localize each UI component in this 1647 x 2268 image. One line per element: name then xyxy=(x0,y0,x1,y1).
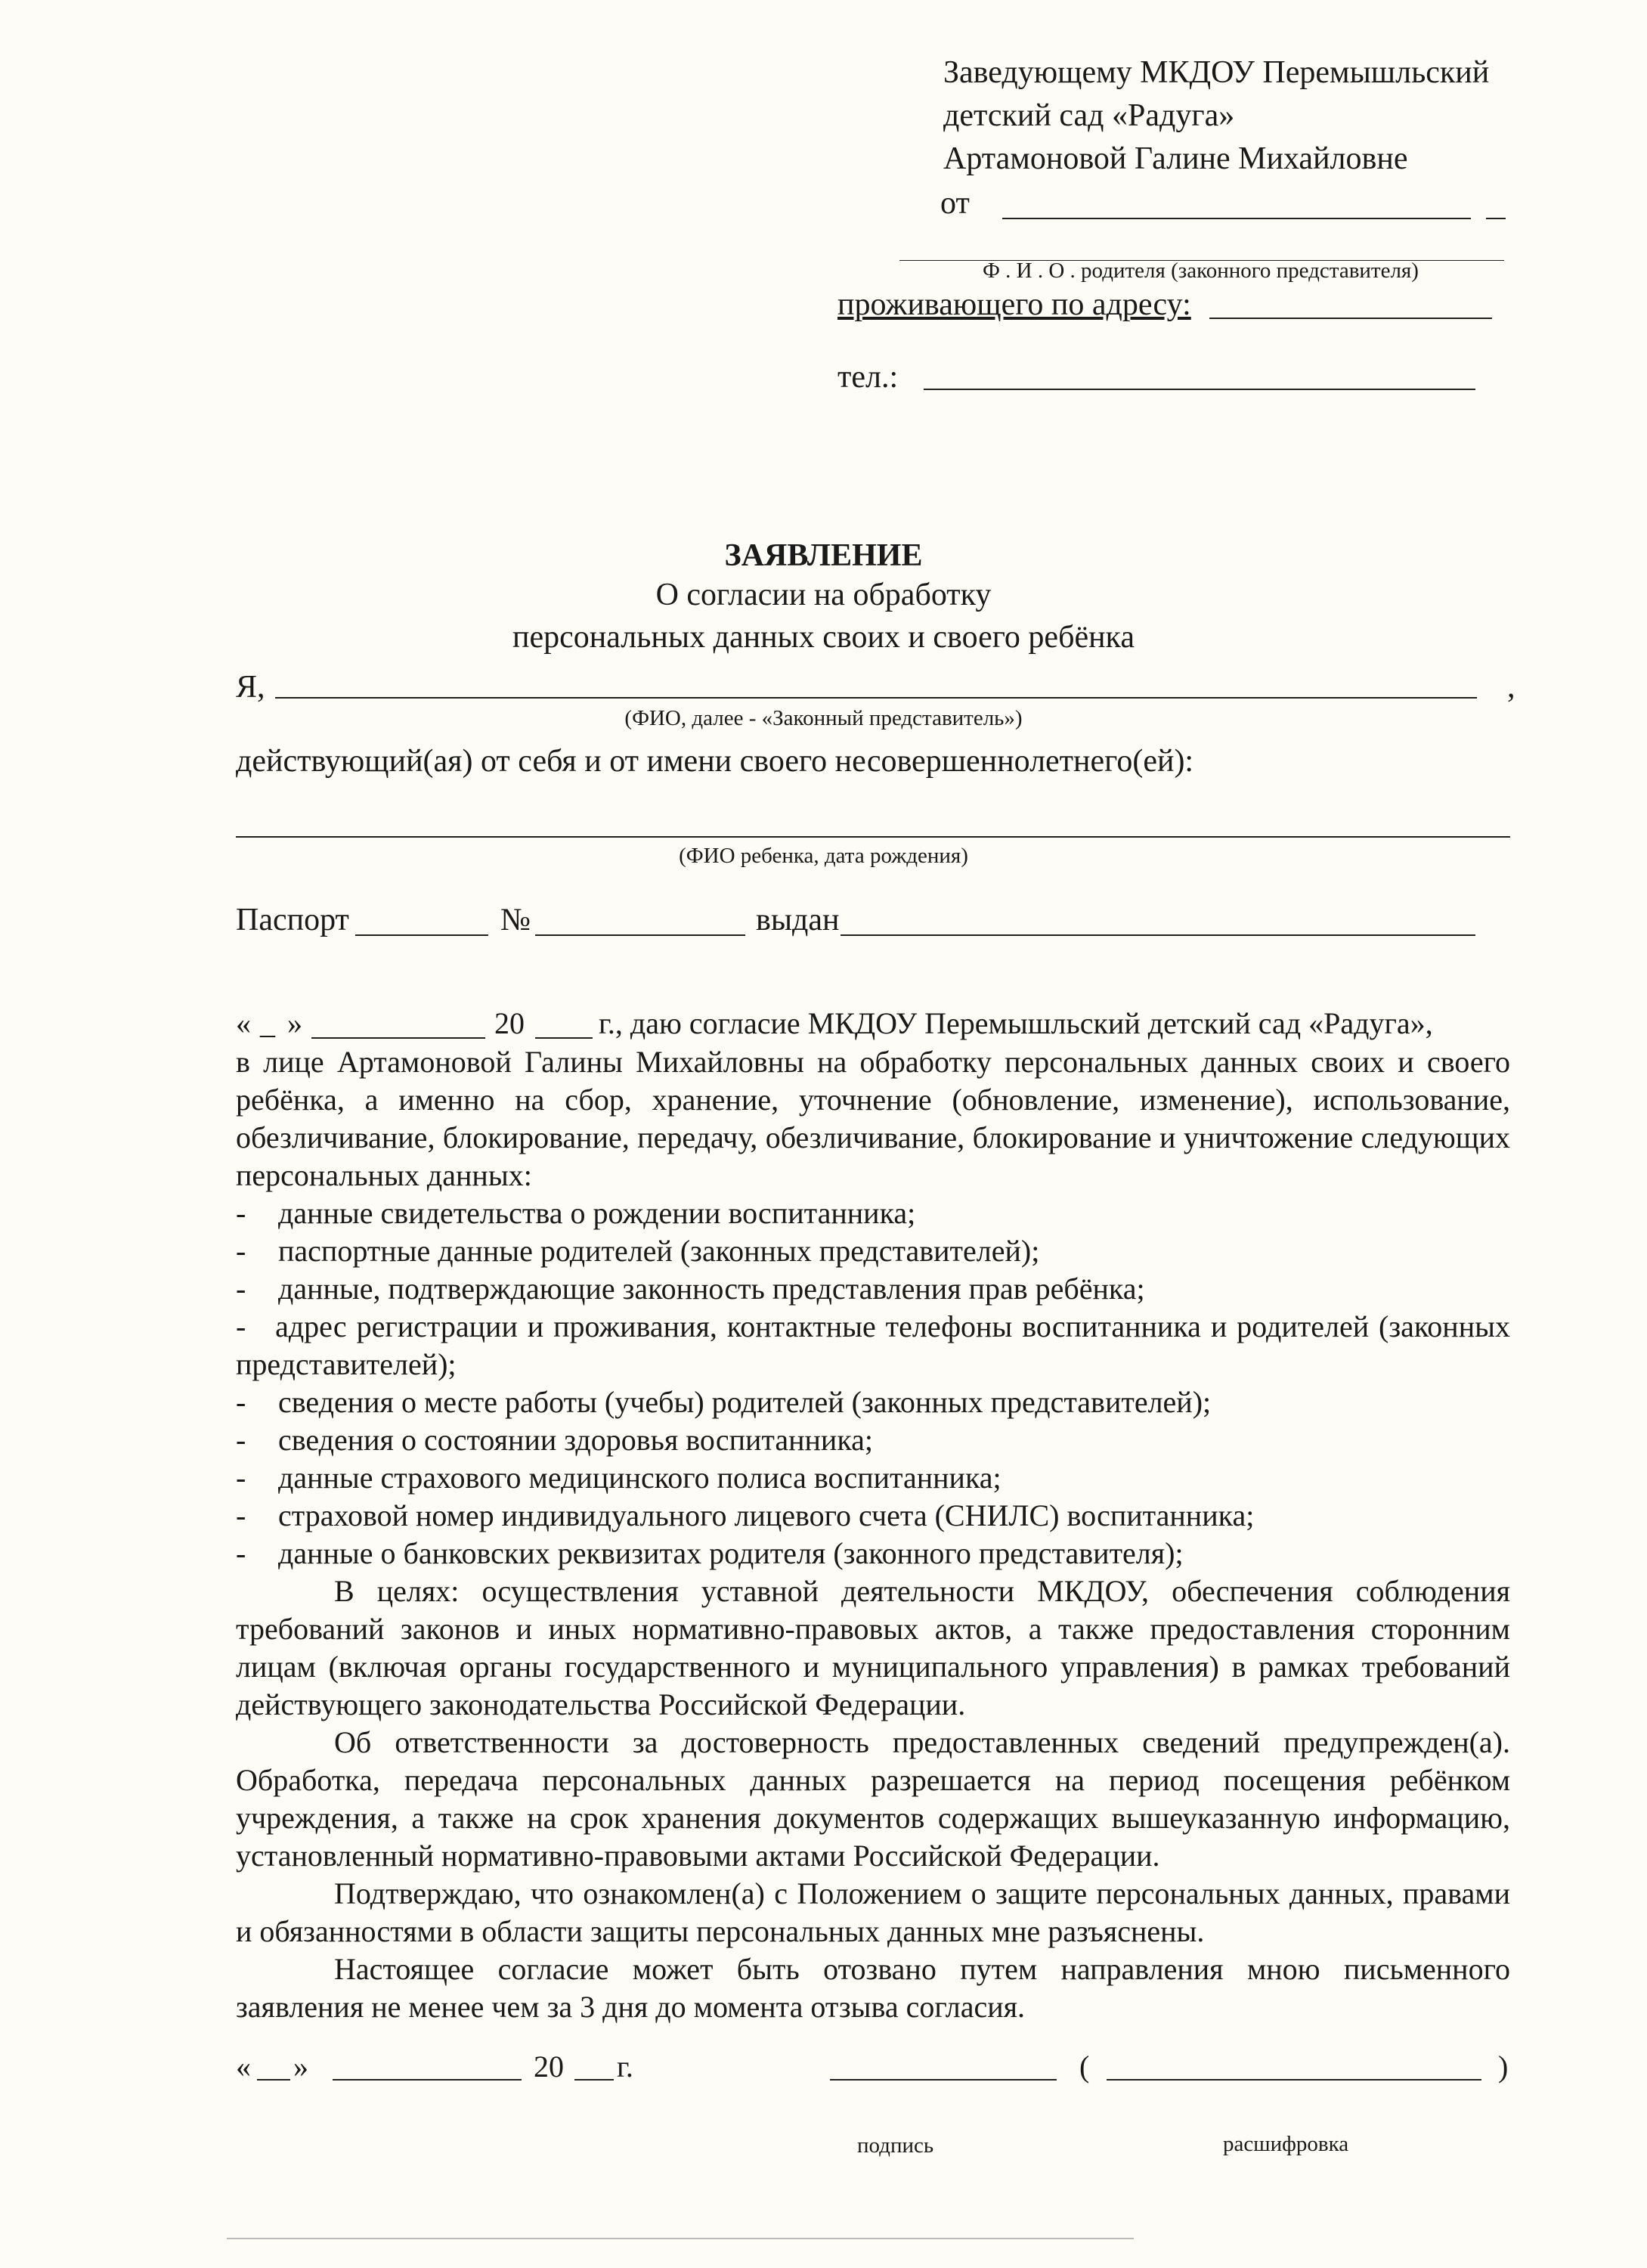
list-item xyxy=(236,1194,1510,1232)
consent-body xyxy=(236,1043,1510,2026)
i-label: Я, xyxy=(236,670,265,705)
passport-label: Паспорт xyxy=(236,903,349,937)
child-fio-caption: (ФИО ребенка, дата рождения) xyxy=(679,844,968,868)
list-item xyxy=(236,1383,1510,1421)
parent-fio-comma: , xyxy=(1507,670,1515,705)
from-fio-field-tail xyxy=(1486,218,1506,219)
decode-paren-close: ) xyxy=(1498,2050,1509,2084)
passport-series-field[interactable] xyxy=(355,934,488,936)
parent-fio-field[interactable] xyxy=(275,697,1477,699)
fio-caption: Ф . И . О . родителя (законного представителя) xyxy=(983,259,1419,283)
addressee-line-3: Артамоновой Галине Михайловне xyxy=(943,141,1408,176)
signature-decode-field[interactable] xyxy=(1107,2079,1481,2081)
list-item-text: сведения о состоянии здоровья воспитанника; xyxy=(278,1423,874,1457)
list-dash: - xyxy=(236,1309,246,1343)
list-item-long xyxy=(236,1308,1510,1383)
document-subtitle-2: персональных данных своих и своего ребёнка xyxy=(512,620,1135,655)
addressee-line-2: детский сад «Радуга» xyxy=(943,98,1235,133)
sign-date-open: « xyxy=(236,2050,251,2084)
decode-caption: расшифровка xyxy=(1223,2132,1349,2156)
passport-number-field[interactable] xyxy=(535,934,745,936)
list-dash: - xyxy=(236,1498,246,1532)
sign-date-close: » xyxy=(293,2050,308,2084)
addressee-line-1: Заведующему МКДОУ Перемышльский xyxy=(943,55,1490,90)
list-item-text: адрес регистрации и проживания, контактные телефоны воспитанника и родителей (законных представителей); xyxy=(236,1309,1510,1381)
list-dash: - xyxy=(236,1385,246,1419)
phone-label: тел.: xyxy=(837,360,899,395)
list-item-text: страховой номер индивидуального лицевого счета (СНИЛС) воспитанника; xyxy=(278,1498,1255,1532)
list-item xyxy=(236,1232,1510,1270)
sign-year-prefix: 20 xyxy=(534,2050,564,2084)
list-dash: - xyxy=(236,1196,246,1230)
sign-month-field[interactable] xyxy=(333,2079,522,2081)
decode-paren-open: ( xyxy=(1079,2050,1090,2084)
consent-date-open: « xyxy=(236,1006,251,1040)
document-title: ЗАЯВЛЕНИЕ xyxy=(724,538,923,573)
list-item-text: сведения о месте работы (учебы) родителей (законных представителей); xyxy=(278,1385,1212,1419)
sign-year-field[interactable] xyxy=(574,2079,614,2081)
list-item-text: данные, подтверждающие законность представления прав ребёнка; xyxy=(278,1272,1145,1306)
responsibility-paragraph: Об ответственности за достоверность предоставленных сведений предупрежден(а). Обработка, передача персональных данных разрешается на период посещения ребёнком учреждения, а также на срок хранения документов содержащих вышеуказанную информацию, установленный нормативно-правовыми актами Российской Федерации. xyxy=(236,1725,1510,1873)
consent-date-close: » xyxy=(287,1006,302,1040)
address-label: проживающего по адресу: xyxy=(837,287,1191,322)
revoke-paragraph: Настоящее согласие может быть отозвано путем направления мною письменного заявления не менее чем за 3 дня до момента отзыва согласия. xyxy=(236,1952,1510,2024)
list-dash: - xyxy=(236,1234,246,1268)
child-fio-field[interactable] xyxy=(236,836,1510,838)
parent-fio-caption: (ФИО, далее - «Законный представитель») xyxy=(624,706,1023,730)
scan-edge-line xyxy=(227,2238,1134,2239)
list-dash: - xyxy=(236,1423,246,1457)
consent-paragraph: в лице Артамоновой Галины Михайловны на обработку персональных данных своих и своего ребёнка, а именно на сбор, хранение, уточнение (обновление, изменение), использование, обезличивание, блокирование, передачу, обезличивание, блокирование и уничтожение следующих персональных данных: xyxy=(236,1045,1510,1192)
consent-day-blank: _ xyxy=(260,1006,275,1040)
list-dash: - xyxy=(236,1536,246,1570)
acknowledge-paragraph: Подтверждаю, что ознакомлен(а) с Положением о защите персональных данных, правами и обязанностями в области защиты персональных данных мне разъяснены. xyxy=(236,1876,1510,1948)
phone-field[interactable] xyxy=(924,389,1475,390)
list-item-text: паспортные данные родителей (законных представителей); xyxy=(278,1234,1040,1268)
list-item xyxy=(236,1270,1510,1308)
list-dash: - xyxy=(236,1272,246,1306)
sign-year-suffix: г. xyxy=(617,2050,633,2084)
list-dash: - xyxy=(236,1461,246,1495)
from-label: от xyxy=(940,186,970,221)
list-item xyxy=(236,1459,1510,1497)
passport-issued-label: выдан xyxy=(756,903,840,937)
document-subtitle-1: О согласии на обработку xyxy=(655,578,992,612)
acting-line: действующий(ая) от себя и от имени своего несовершеннолетнего(ей): xyxy=(236,744,1194,779)
passport-issued-field[interactable] xyxy=(841,934,1475,936)
signature-caption: подпись xyxy=(857,2133,934,2158)
consent-year-prefix: 20 xyxy=(494,1006,525,1040)
consent-intro: г., даю согласие МКДОУ Перемышльский детский сад «Радуга», xyxy=(599,1006,1433,1040)
sign-day-field[interactable] xyxy=(257,2079,290,2081)
list-item xyxy=(236,1421,1510,1459)
list-item-text: данные страхового медицинского полиса воспитанника; xyxy=(278,1461,1002,1495)
address-field[interactable] xyxy=(1209,318,1492,319)
from-fio-field[interactable] xyxy=(1002,218,1471,219)
purpose-paragraph: В целях: осуществления уставной деятельности МКДОУ, обеспечения соблюдения требований законов и иных нормативно-правовых актов, а также предоставления сторонним лицам (включая органы государственного и муниципального управления) в рамках требований действующего законодательства Российской Федерации. xyxy=(236,1574,1510,1721)
consent-year-field[interactable] xyxy=(535,1037,593,1039)
list-item xyxy=(236,1497,1510,1535)
list-item xyxy=(236,1535,1510,1572)
passport-number-label: № xyxy=(500,903,531,937)
list-item-text: данные о банковских реквизитах родителя (законного представителя); xyxy=(278,1536,1184,1570)
signature-field[interactable] xyxy=(830,2079,1057,2081)
list-item-text: данные свидетельства о рождении воспитанника; xyxy=(278,1196,916,1230)
consent-month-field[interactable] xyxy=(311,1037,485,1039)
addressee-block xyxy=(943,51,1489,181)
